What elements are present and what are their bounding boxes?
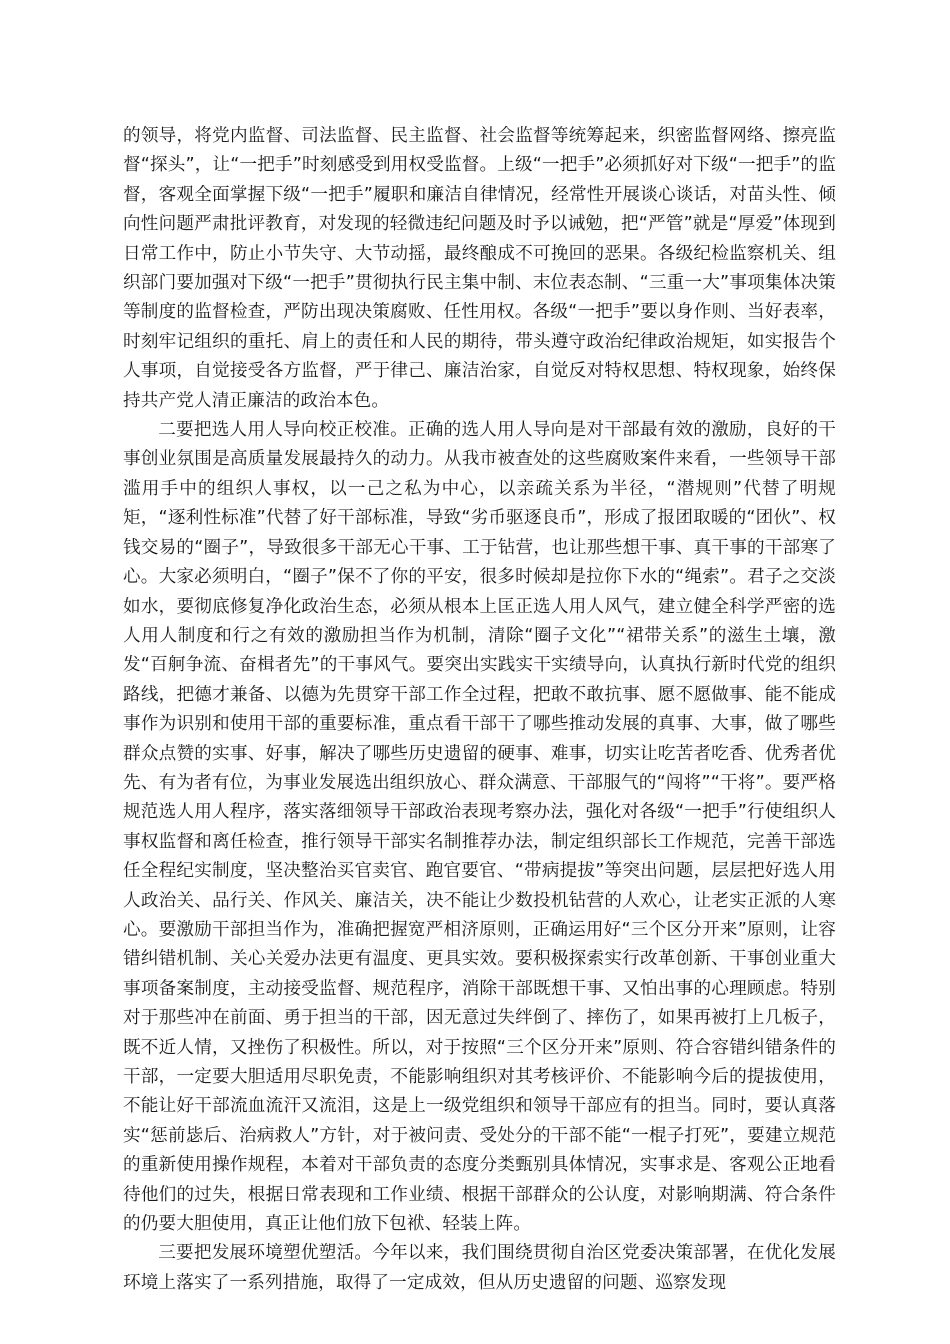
paragraph-supervision: 的领导，将党内监督、司法监督、民主监督、社会监督等统筹起来，织密监督网络、擦亮监督“探头”，让“一把手”时刻感受到用权受监督。上级“一把手”必须抓好对下级“一把手”的监督，客观全面掌握下级“一把手”履职和廉洁自律情况，经常性开展谈心谈话，对苗头性、倾向性问题严肃批评教育，对发现的轻微违纪问题及时予以诫勉，把“严管”就是“厚爱”体现到日常工作中，防止小节失守、大节动摇，最终酿成不可挽回的恶果。各级纪检监察机关、组织部门要加强对下级“一把手”贯彻执行民主集中制、末位表态制、“三重一大”事项集体决策等制度的监督检查，严防出现决策腐败、任性用权。各级“一把手”要以身作则、当好表率，时刻牢记组织的重托、肩上的责任和人民的期待，带头遵守政治纪律政治规矩，如实报告个人事项，自觉接受各方监督，严于律己、廉洁治家，自觉反对特权思想、特权现象，始终保持共产党人清正廉洁的政治本色。	[123, 126, 836, 411]
paragraph-development-environment: 三要把发展环境塑优塑活。今年以来，我们围绕贯彻自治区党委决策部署，在优化发展环境上落实了一系列措施，取得了一定成效，但从历史遗留的问题、巡察发现	[123, 1243, 836, 1293]
paragraph-personnel-selection: 二要把选人用人导向校正校准。正确的选人用人导向是对干部最有效的激励，良好的干事创业氛围是高质量发展最持久的动力。从我市被查处的这些腐败案件来看，一些领导干部滥用手中的组织人事权，以一己之私为中心，以亲疏关系为半径，“潜规则”代替了明规矩，“逐利性标准”代替了好干部标准，导致“劣币驱逐良币”，形成了报团取暖的“团伙”、权钱交易的“圈子”，导致很多干部无心干事、工于钻营，也让那些想干事、真干事的干部寒了心。大家必须明白，“圈子”保不了你的平安，很多时候却是拉你下水的“绳索”。君子之交淡如水，要彻底修复净化政治生态，必须从根本上匡正选人用人风气，建立健全科学严密的选人用人制度和行之有效的激励担当作为机制，清除“圈子文化”“裙带关系”的滋生土壤，激发“百舸争流、奋楫者先”的干事风气。要突出实践实干实绩导向，认真执行新时代党的组织路线，把德才兼备、以德为先贯穿干部工作全过程，把敢不敢抗事、愿不愿做事、能不能成事作为识别和使用干部的重要标准，重点看干部干了哪些推动发展的真事、大事，做了哪些群众点赞的实事、好事，解决了哪些历史遗留的硬事、难事，切实让吃苦者吃香、优秀者优先、有为者有位，为事业发展选出组织放心、群众满意、干部服气的“闯将”“干将”。要严格规范选人用人程序，落实落细领导干部政治表现考察办法，强化对各级“一把手”行使组织人事权监督和离任检查，推行领导干部实名制推荐办法，制定组织部长工作规范，完善干部选任全程纪实制度，坚决整治买官卖官、跑官要官、“带病提拔”等突出问题，层层把好选人用人政治关、品行关、作风关、廉洁关，决不能让少数投机钻营的人欢心，让老实正派的人寒心。要激励干部担当作为，准确把握宽严相济原则，正确运用好“三个区分开来”原则，让容错纠错机制、关心关爱办法更有温度、更具实效。要积极探索实行改革创新、干事创业重大事项备案制度，主动接受监督、规范程序，消除干部既想干事、又怕出事的心理顾虑。特别对于那些冲在前面、勇于担当的干部，因无意过失绊倒了、摔伤了，如果再被打上几板子，既不近人情，又挫伤了积极性。所以，对于按照“三个区分开来”原则、符合容错纠错条件的干部，一定要大胆适用尽职免责，不能影响组织对其考核评价、不能影响今后的提拔使用，不能让好干部流血流汗又流泪，这是上一级党组织和领导干部应有的担当。同时，要认真落实“惩前毖后、治病救人”方针，对于被问责、受处分的干部不能“一棍子打死”，要建立规范的重新使用操作规程，本着对干部负责的态度分类甄别具体情况，实事求是、客观公正地看待他们的过失，根据日常表现和工作业绩、根据干部群众的公认度，对影响期满、符合条件的仍要大胆使用，真正让他们放下包袱、轻装上阵。	[123, 420, 836, 1235]
document-page	[123, 122, 836, 1298]
